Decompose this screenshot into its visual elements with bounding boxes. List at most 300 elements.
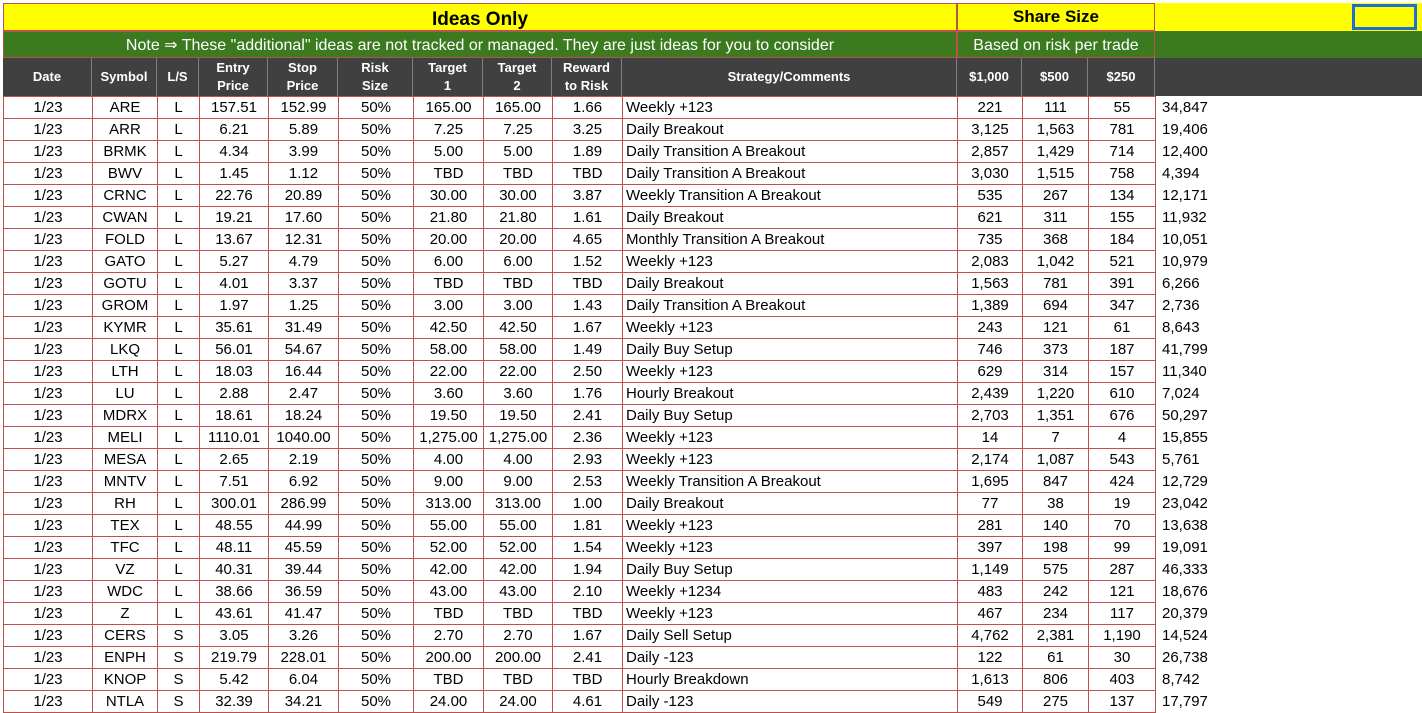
cell-size-500[interactable]: 1,351 xyxy=(1023,405,1089,427)
cell-ls[interactable]: S xyxy=(158,669,200,691)
cell-size-1000[interactable]: 14 xyxy=(958,427,1023,449)
cell-reward-to-risk[interactable]: 2.41 xyxy=(553,647,623,669)
cell-target-2[interactable]: TBD xyxy=(484,273,553,295)
cell-date[interactable]: 1/23 xyxy=(4,405,93,427)
cell-size-1000[interactable]: 3,030 xyxy=(958,163,1023,185)
cell-extra-value[interactable]: 14,524 xyxy=(1162,627,1208,644)
cell-reward-to-risk[interactable]: 1.49 xyxy=(553,339,623,361)
cell-reward-to-risk[interactable]: 1.61 xyxy=(553,207,623,229)
cell-symbol[interactable]: MNTV xyxy=(93,471,158,493)
cell-risk-size[interactable]: 50% xyxy=(339,207,414,229)
cell-size-500[interactable]: 7 xyxy=(1023,427,1089,449)
cell-extra-value[interactable]: 13,638 xyxy=(1162,517,1208,534)
cell-target-2[interactable]: 6.00 xyxy=(484,251,553,273)
cell-reward-to-risk[interactable]: 1.54 xyxy=(553,537,623,559)
cell-target-2[interactable]: 24.00 xyxy=(484,691,553,713)
cell-date[interactable]: 1/23 xyxy=(4,647,93,669)
cell-stop-price[interactable]: 54.67 xyxy=(269,339,339,361)
cell-date[interactable]: 1/23 xyxy=(4,515,93,537)
cell-size-250[interactable]: 781 xyxy=(1089,119,1156,141)
cell-symbol[interactable]: CRNC xyxy=(93,185,158,207)
cell-date[interactable]: 1/23 xyxy=(4,295,93,317)
cell-extra-value[interactable]: 10,051 xyxy=(1162,231,1208,248)
cell-size-250[interactable]: 134 xyxy=(1089,185,1156,207)
cell-ls[interactable]: L xyxy=(158,449,200,471)
cell-stop-price[interactable]: 12.31 xyxy=(269,229,339,251)
cell-entry-price[interactable]: 1.97 xyxy=(200,295,269,317)
cell-risk-size[interactable]: 50% xyxy=(339,493,414,515)
cell-symbol[interactable]: KNOP xyxy=(93,669,158,691)
cell-stop-price[interactable]: 152.99 xyxy=(269,97,339,119)
cell-target-2[interactable]: 7.25 xyxy=(484,119,553,141)
cell-extra-value[interactable]: 6,266 xyxy=(1162,275,1200,292)
cell-target-1[interactable]: 165.00 xyxy=(414,97,484,119)
cell-symbol[interactable]: TEX xyxy=(93,515,158,537)
cell-target-2[interactable]: 165.00 xyxy=(484,97,553,119)
cell-reward-to-risk[interactable]: 2.53 xyxy=(553,471,623,493)
cell-size-250[interactable]: 121 xyxy=(1089,581,1156,603)
cell-reward-to-risk[interactable]: 1.94 xyxy=(553,559,623,581)
cell-strategy[interactable]: Daily Breakout xyxy=(623,207,958,229)
cell-target-2[interactable]: 9.00 xyxy=(484,471,553,493)
cell-reward-to-risk[interactable]: 1.00 xyxy=(553,493,623,515)
cell-strategy[interactable]: Daily Breakout xyxy=(623,119,958,141)
cell-extra-value[interactable]: 7,024 xyxy=(1162,385,1200,402)
cell-size-500[interactable]: 1,220 xyxy=(1023,383,1089,405)
cell-target-2[interactable]: 4.00 xyxy=(484,449,553,471)
cell-target-1[interactable]: TBD xyxy=(414,603,484,625)
cell-risk-size[interactable]: 50% xyxy=(339,141,414,163)
cell-size-500[interactable]: 1,087 xyxy=(1023,449,1089,471)
cell-entry-price[interactable]: 2.65 xyxy=(200,449,269,471)
cell-reward-to-risk[interactable]: 3.87 xyxy=(553,185,623,207)
cell-ls[interactable]: L xyxy=(158,383,200,405)
cell-extra-value[interactable]: 10,979 xyxy=(1162,253,1208,270)
cell-extra-value[interactable]: 2,736 xyxy=(1162,297,1200,314)
cell-target-2[interactable]: 22.00 xyxy=(484,361,553,383)
cell-size-250[interactable]: 155 xyxy=(1089,207,1156,229)
cell-strategy[interactable]: Weekly +123 xyxy=(623,251,958,273)
cell-target-2[interactable]: 42.50 xyxy=(484,317,553,339)
cell-date[interactable]: 1/23 xyxy=(4,119,93,141)
cell-size-500[interactable]: 1,042 xyxy=(1023,251,1089,273)
cell-strategy[interactable]: Weekly +123 xyxy=(623,537,958,559)
cell-target-1[interactable]: 7.25 xyxy=(414,119,484,141)
cell-size-250[interactable]: 714 xyxy=(1089,141,1156,163)
cell-size-250[interactable]: 137 xyxy=(1089,691,1156,713)
selected-cell[interactable] xyxy=(1352,4,1417,30)
cell-stop-price[interactable]: 31.49 xyxy=(269,317,339,339)
cell-size-250[interactable]: 758 xyxy=(1089,163,1156,185)
cell-symbol[interactable]: BWV xyxy=(93,163,158,185)
cell-entry-price[interactable]: 43.61 xyxy=(200,603,269,625)
cell-risk-size[interactable]: 50% xyxy=(339,185,414,207)
cell-extra-value[interactable]: 8,643 xyxy=(1162,319,1200,336)
cell-entry-price[interactable]: 1.45 xyxy=(200,163,269,185)
cell-symbol[interactable]: FOLD xyxy=(93,229,158,251)
cell-target-1[interactable]: 42.50 xyxy=(414,317,484,339)
cell-stop-price[interactable]: 6.04 xyxy=(269,669,339,691)
cell-ls[interactable]: L xyxy=(158,339,200,361)
note-banner[interactable]: Note ⇒ These "additional" ideas are not tracked or managed. They are just ideas for you to consider xyxy=(3,31,957,58)
header-target-2[interactable] xyxy=(483,58,552,96)
cell-stop-price[interactable]: 17.60 xyxy=(269,207,339,229)
cell-reward-to-risk[interactable]: TBD xyxy=(553,163,623,185)
cell-symbol[interactable]: RH xyxy=(93,493,158,515)
cell-stop-price[interactable]: 34.21 xyxy=(269,691,339,713)
cell-strategy[interactable]: Daily Buy Setup xyxy=(623,559,958,581)
cell-stop-price[interactable]: 16.44 xyxy=(269,361,339,383)
cell-risk-size[interactable]: 50% xyxy=(339,119,414,141)
cell-strategy[interactable]: Daily Breakout xyxy=(623,273,958,295)
cell-size-250[interactable]: 61 xyxy=(1089,317,1156,339)
cell-risk-size[interactable]: 50% xyxy=(339,603,414,625)
cell-symbol[interactable]: MELI xyxy=(93,427,158,449)
cell-size-500[interactable]: 38 xyxy=(1023,493,1089,515)
cell-entry-price[interactable]: 5.27 xyxy=(200,251,269,273)
cell-target-1[interactable]: 20.00 xyxy=(414,229,484,251)
cell-reward-to-risk[interactable]: TBD xyxy=(553,603,623,625)
cell-symbol[interactable]: GATO xyxy=(93,251,158,273)
cell-size-1000[interactable]: 1,563 xyxy=(958,273,1023,295)
cell-entry-price[interactable]: 2.88 xyxy=(200,383,269,405)
cell-reward-to-risk[interactable]: 3.25 xyxy=(553,119,623,141)
cell-entry-price[interactable]: 7.51 xyxy=(200,471,269,493)
cell-ls[interactable]: L xyxy=(158,317,200,339)
header-reward-to-risk[interactable] xyxy=(552,58,622,96)
cell-stop-price[interactable]: 2.47 xyxy=(269,383,339,405)
cell-ls[interactable]: S xyxy=(158,691,200,713)
cell-target-1[interactable]: 22.00 xyxy=(414,361,484,383)
cell-strategy[interactable]: Daily Transition A Breakout xyxy=(623,295,958,317)
cell-risk-size[interactable]: 50% xyxy=(339,647,414,669)
cell-date[interactable]: 1/23 xyxy=(4,427,93,449)
cell-symbol[interactable]: LKQ xyxy=(93,339,158,361)
cell-strategy[interactable]: Daily -123 xyxy=(623,691,958,713)
cell-date[interactable]: 1/23 xyxy=(4,141,93,163)
cell-entry-price[interactable]: 18.03 xyxy=(200,361,269,383)
header-size-500[interactable] xyxy=(1022,58,1088,96)
cell-reward-to-risk[interactable]: 2.50 xyxy=(553,361,623,383)
cell-symbol[interactable]: Z xyxy=(93,603,158,625)
header-stop-price[interactable] xyxy=(268,58,338,96)
cell-entry-price[interactable]: 19.21 xyxy=(200,207,269,229)
cell-size-1000[interactable]: 621 xyxy=(958,207,1023,229)
cell-risk-size[interactable]: 50% xyxy=(339,537,414,559)
cell-size-250[interactable]: 30 xyxy=(1089,647,1156,669)
cell-extra-value[interactable]: 26,738 xyxy=(1162,649,1208,666)
cell-size-250[interactable]: 187 xyxy=(1089,339,1156,361)
cell-risk-size[interactable]: 50% xyxy=(339,515,414,537)
cell-size-1000[interactable]: 735 xyxy=(958,229,1023,251)
cell-risk-size[interactable]: 50% xyxy=(339,97,414,119)
cell-entry-price[interactable]: 157.51 xyxy=(200,97,269,119)
cell-target-1[interactable]: 3.60 xyxy=(414,383,484,405)
cell-risk-size[interactable]: 50% xyxy=(339,427,414,449)
cell-size-1000[interactable]: 77 xyxy=(958,493,1023,515)
cell-risk-size[interactable]: 50% xyxy=(339,251,414,273)
cell-size-1000[interactable]: 1,695 xyxy=(958,471,1023,493)
cell-size-250[interactable]: 543 xyxy=(1089,449,1156,471)
cell-date[interactable]: 1/23 xyxy=(4,185,93,207)
cell-stop-price[interactable]: 3.26 xyxy=(269,625,339,647)
header-target-1[interactable] xyxy=(413,58,483,96)
cell-symbol[interactable]: BRMK xyxy=(93,141,158,163)
cell-size-1000[interactable]: 1,613 xyxy=(958,669,1023,691)
cell-size-250[interactable]: 117 xyxy=(1089,603,1156,625)
cell-ls[interactable]: L xyxy=(158,471,200,493)
cell-stop-price[interactable]: 6.92 xyxy=(269,471,339,493)
cell-ls[interactable]: L xyxy=(158,405,200,427)
cell-target-2[interactable]: 313.00 xyxy=(484,493,553,515)
cell-strategy[interactable]: Daily -123 xyxy=(623,647,958,669)
cell-extra-value[interactable]: 11,932 xyxy=(1162,209,1207,226)
cell-size-1000[interactable]: 1,389 xyxy=(958,295,1023,317)
share-size-title[interactable]: Share Size xyxy=(957,3,1155,31)
cell-reward-to-risk[interactable]: 2.10 xyxy=(553,581,623,603)
cell-target-1[interactable]: 30.00 xyxy=(414,185,484,207)
cell-risk-size[interactable]: 50% xyxy=(339,669,414,691)
cell-target-1[interactable]: 6.00 xyxy=(414,251,484,273)
cell-size-1000[interactable]: 1,149 xyxy=(958,559,1023,581)
cell-ls[interactable]: L xyxy=(158,427,200,449)
cell-strategy[interactable]: Weekly +123 xyxy=(623,97,958,119)
cell-date[interactable]: 1/23 xyxy=(4,537,93,559)
cell-reward-to-risk[interactable]: 1.52 xyxy=(553,251,623,273)
cell-symbol[interactable]: CERS xyxy=(93,625,158,647)
cell-strategy[interactable]: Weekly +123 xyxy=(623,427,958,449)
cell-size-1000[interactable]: 281 xyxy=(958,515,1023,537)
cell-target-1[interactable]: TBD xyxy=(414,669,484,691)
cell-size-1000[interactable]: 243 xyxy=(958,317,1023,339)
cell-target-2[interactable]: 55.00 xyxy=(484,515,553,537)
cell-symbol[interactable]: GROM xyxy=(93,295,158,317)
cell-risk-size[interactable]: 50% xyxy=(339,581,414,603)
cell-target-2[interactable]: 21.80 xyxy=(484,207,553,229)
cell-risk-size[interactable]: 50% xyxy=(339,471,414,493)
cell-size-250[interactable]: 99 xyxy=(1089,537,1156,559)
cell-extra-value[interactable]: 12,171 xyxy=(1162,187,1208,204)
cell-extra-value[interactable]: 20,379 xyxy=(1162,605,1208,622)
cell-reward-to-risk[interactable]: 1.76 xyxy=(553,383,623,405)
cell-entry-price[interactable]: 32.39 xyxy=(200,691,269,713)
cell-target-2[interactable]: TBD xyxy=(484,669,553,691)
cell-size-1000[interactable]: 3,125 xyxy=(958,119,1023,141)
cell-target-2[interactable]: 52.00 xyxy=(484,537,553,559)
cell-size-1000[interactable]: 746 xyxy=(958,339,1023,361)
cell-size-500[interactable]: 1,429 xyxy=(1023,141,1089,163)
cell-size-1000[interactable]: 2,439 xyxy=(958,383,1023,405)
cell-size-500[interactable]: 234 xyxy=(1023,603,1089,625)
cell-extra-value[interactable]: 18,676 xyxy=(1162,583,1208,600)
cell-target-1[interactable]: TBD xyxy=(414,273,484,295)
cell-reward-to-risk[interactable]: 1.67 xyxy=(553,625,623,647)
cell-target-1[interactable]: 9.00 xyxy=(414,471,484,493)
cell-risk-size[interactable]: 50% xyxy=(339,625,414,647)
cell-strategy[interactable]: Weekly Transition A Breakout xyxy=(623,185,958,207)
cell-size-250[interactable]: 521 xyxy=(1089,251,1156,273)
cell-size-500[interactable]: 1,515 xyxy=(1023,163,1089,185)
cell-strategy[interactable]: Hourly Breakout xyxy=(623,383,958,405)
cell-size-500[interactable]: 267 xyxy=(1023,185,1089,207)
cell-extra-value[interactable]: 17,797 xyxy=(1162,693,1208,710)
cell-size-250[interactable]: 4 xyxy=(1089,427,1156,449)
cell-date[interactable]: 1/23 xyxy=(4,97,93,119)
cell-reward-to-risk[interactable]: TBD xyxy=(553,669,623,691)
cell-size-500[interactable]: 61 xyxy=(1023,647,1089,669)
cell-size-500[interactable]: 311 xyxy=(1023,207,1089,229)
cell-size-500[interactable]: 242 xyxy=(1023,581,1089,603)
cell-size-1000[interactable]: 4,762 xyxy=(958,625,1023,647)
cell-size-500[interactable]: 806 xyxy=(1023,669,1089,691)
cell-target-2[interactable]: 42.00 xyxy=(484,559,553,581)
cell-date[interactable]: 1/23 xyxy=(4,449,93,471)
cell-entry-price[interactable]: 4.34 xyxy=(200,141,269,163)
cell-stop-price[interactable]: 39.44 xyxy=(269,559,339,581)
cell-target-2[interactable]: 43.00 xyxy=(484,581,553,603)
header-ls[interactable] xyxy=(157,58,199,96)
cell-ls[interactable]: L xyxy=(158,185,200,207)
cell-target-2[interactable]: 5.00 xyxy=(484,141,553,163)
cell-symbol[interactable]: VZ xyxy=(93,559,158,581)
header-row-fill[interactable] xyxy=(1155,58,1422,96)
cell-stop-price[interactable]: 20.89 xyxy=(269,185,339,207)
cell-target-1[interactable]: 24.00 xyxy=(414,691,484,713)
cell-stop-price[interactable]: 2.19 xyxy=(269,449,339,471)
cell-reward-to-risk[interactable]: 4.65 xyxy=(553,229,623,251)
cell-symbol[interactable]: LTH xyxy=(93,361,158,383)
cell-strategy[interactable]: Daily Transition A Breakout xyxy=(623,141,958,163)
cell-date[interactable]: 1/23 xyxy=(4,493,93,515)
cell-ls[interactable]: L xyxy=(158,119,200,141)
cell-size-500[interactable]: 694 xyxy=(1023,295,1089,317)
cell-date[interactable]: 1/23 xyxy=(4,317,93,339)
cell-date[interactable]: 1/23 xyxy=(4,625,93,647)
cell-symbol[interactable]: WDC xyxy=(93,581,158,603)
cell-size-250[interactable]: 55 xyxy=(1089,97,1156,119)
cell-extra-value[interactable]: 46,333 xyxy=(1162,561,1208,578)
cell-risk-size[interactable]: 50% xyxy=(339,295,414,317)
cell-risk-size[interactable]: 50% xyxy=(339,273,414,295)
cell-target-2[interactable]: 1,275.00 xyxy=(484,427,553,449)
cell-extra-value[interactable]: 15,855 xyxy=(1162,429,1208,446)
cell-date[interactable]: 1/23 xyxy=(4,361,93,383)
cell-reward-to-risk[interactable]: 2.36 xyxy=(553,427,623,449)
cell-size-500[interactable]: 373 xyxy=(1023,339,1089,361)
cell-size-1000[interactable]: 535 xyxy=(958,185,1023,207)
cell-target-2[interactable]: 2.70 xyxy=(484,625,553,647)
cell-date[interactable]: 1/23 xyxy=(4,559,93,581)
cell-strategy[interactable]: Daily Transition A Breakout xyxy=(623,163,958,185)
cell-strategy[interactable]: Hourly Breakdown xyxy=(623,669,958,691)
cell-ls[interactable]: L xyxy=(158,493,200,515)
header-risk-size[interactable] xyxy=(338,58,413,96)
cell-target-1[interactable]: 21.80 xyxy=(414,207,484,229)
cell-reward-to-risk[interactable]: 4.61 xyxy=(553,691,623,713)
cell-reward-to-risk[interactable]: 1.43 xyxy=(553,295,623,317)
cell-ls[interactable]: L xyxy=(158,97,200,119)
cell-stop-price[interactable]: 1.12 xyxy=(269,163,339,185)
cell-symbol[interactable]: GOTU xyxy=(93,273,158,295)
cell-ls[interactable]: L xyxy=(158,251,200,273)
cell-entry-price[interactable]: 56.01 xyxy=(200,339,269,361)
cell-size-500[interactable]: 781 xyxy=(1023,273,1089,295)
cell-ls[interactable]: L xyxy=(158,537,200,559)
cell-stop-price[interactable]: 41.47 xyxy=(269,603,339,625)
cell-target-1[interactable]: 5.00 xyxy=(414,141,484,163)
share-note-banner[interactable]: Based on risk per trade xyxy=(957,31,1155,58)
cell-ls[interactable]: S xyxy=(158,625,200,647)
cell-size-250[interactable]: 1,190 xyxy=(1089,625,1156,647)
cell-target-1[interactable]: 58.00 xyxy=(414,339,484,361)
cell-size-1000[interactable]: 2,703 xyxy=(958,405,1023,427)
cell-ls[interactable]: L xyxy=(158,361,200,383)
cell-symbol[interactable]: ENPH xyxy=(93,647,158,669)
cell-date[interactable]: 1/23 xyxy=(4,251,93,273)
cell-size-250[interactable]: 347 xyxy=(1089,295,1156,317)
cell-date[interactable]: 1/23 xyxy=(4,229,93,251)
cell-target-1[interactable]: 19.50 xyxy=(414,405,484,427)
cell-entry-price[interactable]: 1110.01 xyxy=(200,427,269,449)
cell-risk-size[interactable]: 50% xyxy=(339,361,414,383)
cell-strategy[interactable]: Weekly Transition A Breakout xyxy=(623,471,958,493)
cell-extra-value[interactable]: 12,729 xyxy=(1162,473,1208,490)
cell-target-1[interactable]: 4.00 xyxy=(414,449,484,471)
cell-risk-size[interactable]: 50% xyxy=(339,691,414,713)
cell-strategy[interactable]: Weekly +123 xyxy=(623,515,958,537)
cell-stop-price[interactable]: 44.99 xyxy=(269,515,339,537)
cell-target-2[interactable]: TBD xyxy=(484,163,553,185)
cell-entry-price[interactable]: 13.67 xyxy=(200,229,269,251)
cell-symbol[interactable]: MDRX xyxy=(93,405,158,427)
cell-date[interactable]: 1/23 xyxy=(4,163,93,185)
cell-target-2[interactable]: 58.00 xyxy=(484,339,553,361)
cell-ls[interactable]: L xyxy=(158,273,200,295)
cell-size-250[interactable]: 676 xyxy=(1089,405,1156,427)
cell-entry-price[interactable]: 22.76 xyxy=(200,185,269,207)
cell-stop-price[interactable]: 228.01 xyxy=(269,647,339,669)
cell-strategy[interactable]: Daily Buy Setup xyxy=(623,405,958,427)
cell-stop-price[interactable]: 1040.00 xyxy=(269,427,339,449)
cell-reward-to-risk[interactable]: 1.89 xyxy=(553,141,623,163)
cell-target-1[interactable]: 2.70 xyxy=(414,625,484,647)
cell-target-1[interactable]: 52.00 xyxy=(414,537,484,559)
cell-extra-value[interactable]: 11,340 xyxy=(1162,363,1207,380)
header-symbol[interactable] xyxy=(92,58,157,96)
cell-entry-price[interactable]: 4.01 xyxy=(200,273,269,295)
cell-ls[interactable]: L xyxy=(158,603,200,625)
cell-entry-price[interactable]: 35.61 xyxy=(200,317,269,339)
cell-size-1000[interactable]: 2,857 xyxy=(958,141,1023,163)
cell-reward-to-risk[interactable]: TBD xyxy=(553,273,623,295)
cell-size-500[interactable]: 198 xyxy=(1023,537,1089,559)
cell-date[interactable]: 1/23 xyxy=(4,691,93,713)
cell-ls[interactable]: L xyxy=(158,207,200,229)
cell-stop-price[interactable]: 5.89 xyxy=(269,119,339,141)
header-size-250[interactable] xyxy=(1088,58,1155,96)
cell-strategy[interactable]: Daily Buy Setup xyxy=(623,339,958,361)
cell-entry-price[interactable]: 38.66 xyxy=(200,581,269,603)
cell-date[interactable]: 1/23 xyxy=(4,383,93,405)
cell-symbol[interactable]: MESA xyxy=(93,449,158,471)
cell-target-1[interactable]: 42.00 xyxy=(414,559,484,581)
cell-extra-value[interactable]: 50,297 xyxy=(1162,407,1208,424)
cell-entry-price[interactable]: 48.55 xyxy=(200,515,269,537)
cell-ls[interactable]: L xyxy=(158,559,200,581)
cell-size-250[interactable]: 610 xyxy=(1089,383,1156,405)
cell-entry-price[interactable]: 3.05 xyxy=(200,625,269,647)
cell-stop-price[interactable]: 18.24 xyxy=(269,405,339,427)
